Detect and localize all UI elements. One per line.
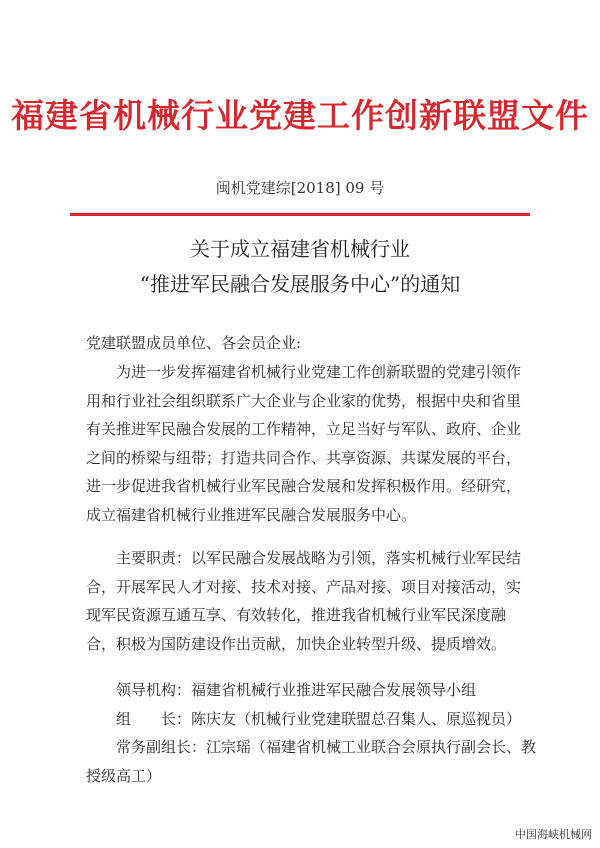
leadership-org-line: 领导机构：福建省机械行业推进军民融合发展领导小组	[116, 681, 477, 699]
team-leader-line: 组 长：陈庆友（机械行业党建联盟总召集人、原巡视员）	[116, 709, 522, 728]
paragraph-duties: 主要职责：以军民融合发展战略为引领，落实机械行业军民结合，开展军民人才对接、技术对接、产品对接、项目对接活动，实现军民资源互通互享、有效转化，推进我省机械行业军民深度融合，积极为国防建设作出贡献，加快企业转型升级、提质增效。	[86, 549, 522, 653]
notice-title-line-2: “推进军民融合发展服务中心”的通知	[139, 272, 461, 296]
leadership-section	[86, 676, 537, 790]
document-number: 闽机党建综[2018] 09 号	[215, 179, 385, 197]
paragraph-purpose: 为进一步发挥福建省机械行业党建工作创新联盟的党建引领作用和行业社会组织联系广大企业与企业家的优势，根据中央和省里有关推进军民融合发展的工作精神，立足当好与军队、政府、企业之间的桥梁与纽带；打造共同合作、共享资源、共谋发展的平台，进一步促进我省机械行业军民融合发展和发挥积极作用。经研究，成立福建省机械行业推进军民融合发展服务中心。	[86, 363, 522, 524]
document-header-title: 福建省机械行业党建工作创新联盟文件	[11, 96, 589, 135]
salutation: 党建联盟成员单位、各会员企业:	[86, 334, 302, 352]
deputy-leader-line-continued: 授级高工）	[86, 766, 162, 785]
deputy-leader-line: 常务副组长：江宗瑶（福建省机械工业联合会原执行副会长、教	[116, 738, 537, 756]
site-watermark: 中国海峡机械网	[515, 828, 592, 841]
red-divider-line	[70, 213, 530, 216]
notice-title-line-1: 关于成立福建省机械行业	[190, 237, 410, 261]
